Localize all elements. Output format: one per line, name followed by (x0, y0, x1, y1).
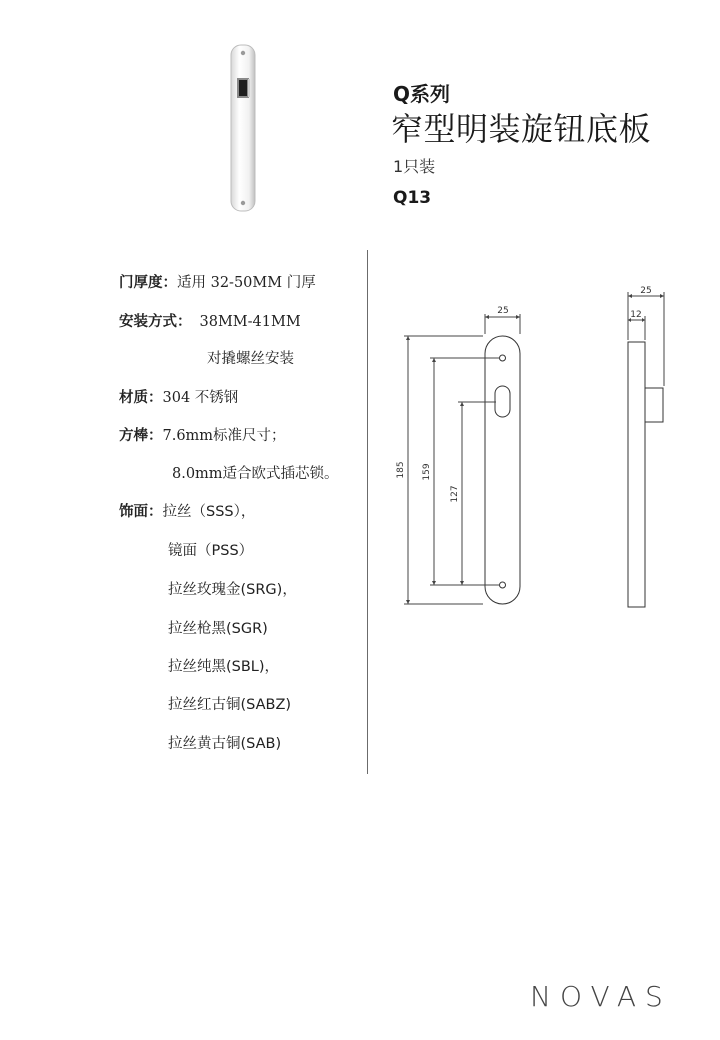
dim-side-thickness: 12 (630, 310, 642, 320)
finish-item: 镜面（PSS） (168, 543, 254, 559)
finish-item: 拉丝纯黑(SBL)， (168, 659, 280, 675)
spec-label: 安装方式： (119, 314, 192, 330)
spec-value: 304 不锈钢 (162, 390, 239, 406)
product-photo (228, 44, 258, 212)
finish-item: 拉丝玫瑰金(SRG)， (168, 582, 297, 598)
spec-label: 饰面： (119, 504, 163, 520)
spec-spindle-alt: 8.0mm适合欧式插芯锁。 (172, 466, 339, 482)
technical-drawing (378, 278, 678, 622)
finish-item: 拉丝黄古铜(SAB) (168, 736, 282, 752)
pack-quantity: 1只装 (393, 157, 436, 176)
column-divider (367, 250, 368, 774)
front-view (396, 306, 520, 604)
spec-label: 材质： (119, 390, 163, 406)
spec-label: 门厚度： (119, 275, 177, 291)
dim-side-width: 25 (640, 286, 652, 296)
dim-front-width: 25 (497, 306, 509, 316)
spec-install-note: 对撬螺丝安装 (207, 351, 294, 367)
spec-value: 38MM-41MM (199, 314, 301, 330)
spec-value: 适用 32-50MM 门厚 (177, 275, 316, 291)
series-label: Q系列 (393, 82, 451, 106)
dim-hole-spacing: 159 (422, 463, 432, 481)
spec-finish (119, 500, 255, 521)
brand-logo: NOVAS (530, 980, 672, 1013)
spec-material (119, 386, 238, 407)
spec-value: 7.6mm标准尺寸； (162, 428, 286, 444)
dim-front-height: 185 (396, 461, 406, 479)
product-code: Q13 (393, 188, 432, 208)
spec-door-thickness (119, 271, 316, 292)
dim-knob-offset: 127 (450, 485, 460, 503)
finish-item: 拉丝红古铜(SABZ) (168, 697, 292, 713)
spec-spindle (119, 424, 286, 445)
product-title: 窄型明装旋钮底板 (391, 110, 652, 148)
finish-item: 拉丝（SSS）， (162, 504, 256, 520)
side-view (628, 286, 664, 607)
spec-label: 方棒： (119, 428, 163, 444)
finish-item: 拉丝枪黑(SGR) (168, 621, 268, 637)
spec-install (119, 310, 301, 331)
